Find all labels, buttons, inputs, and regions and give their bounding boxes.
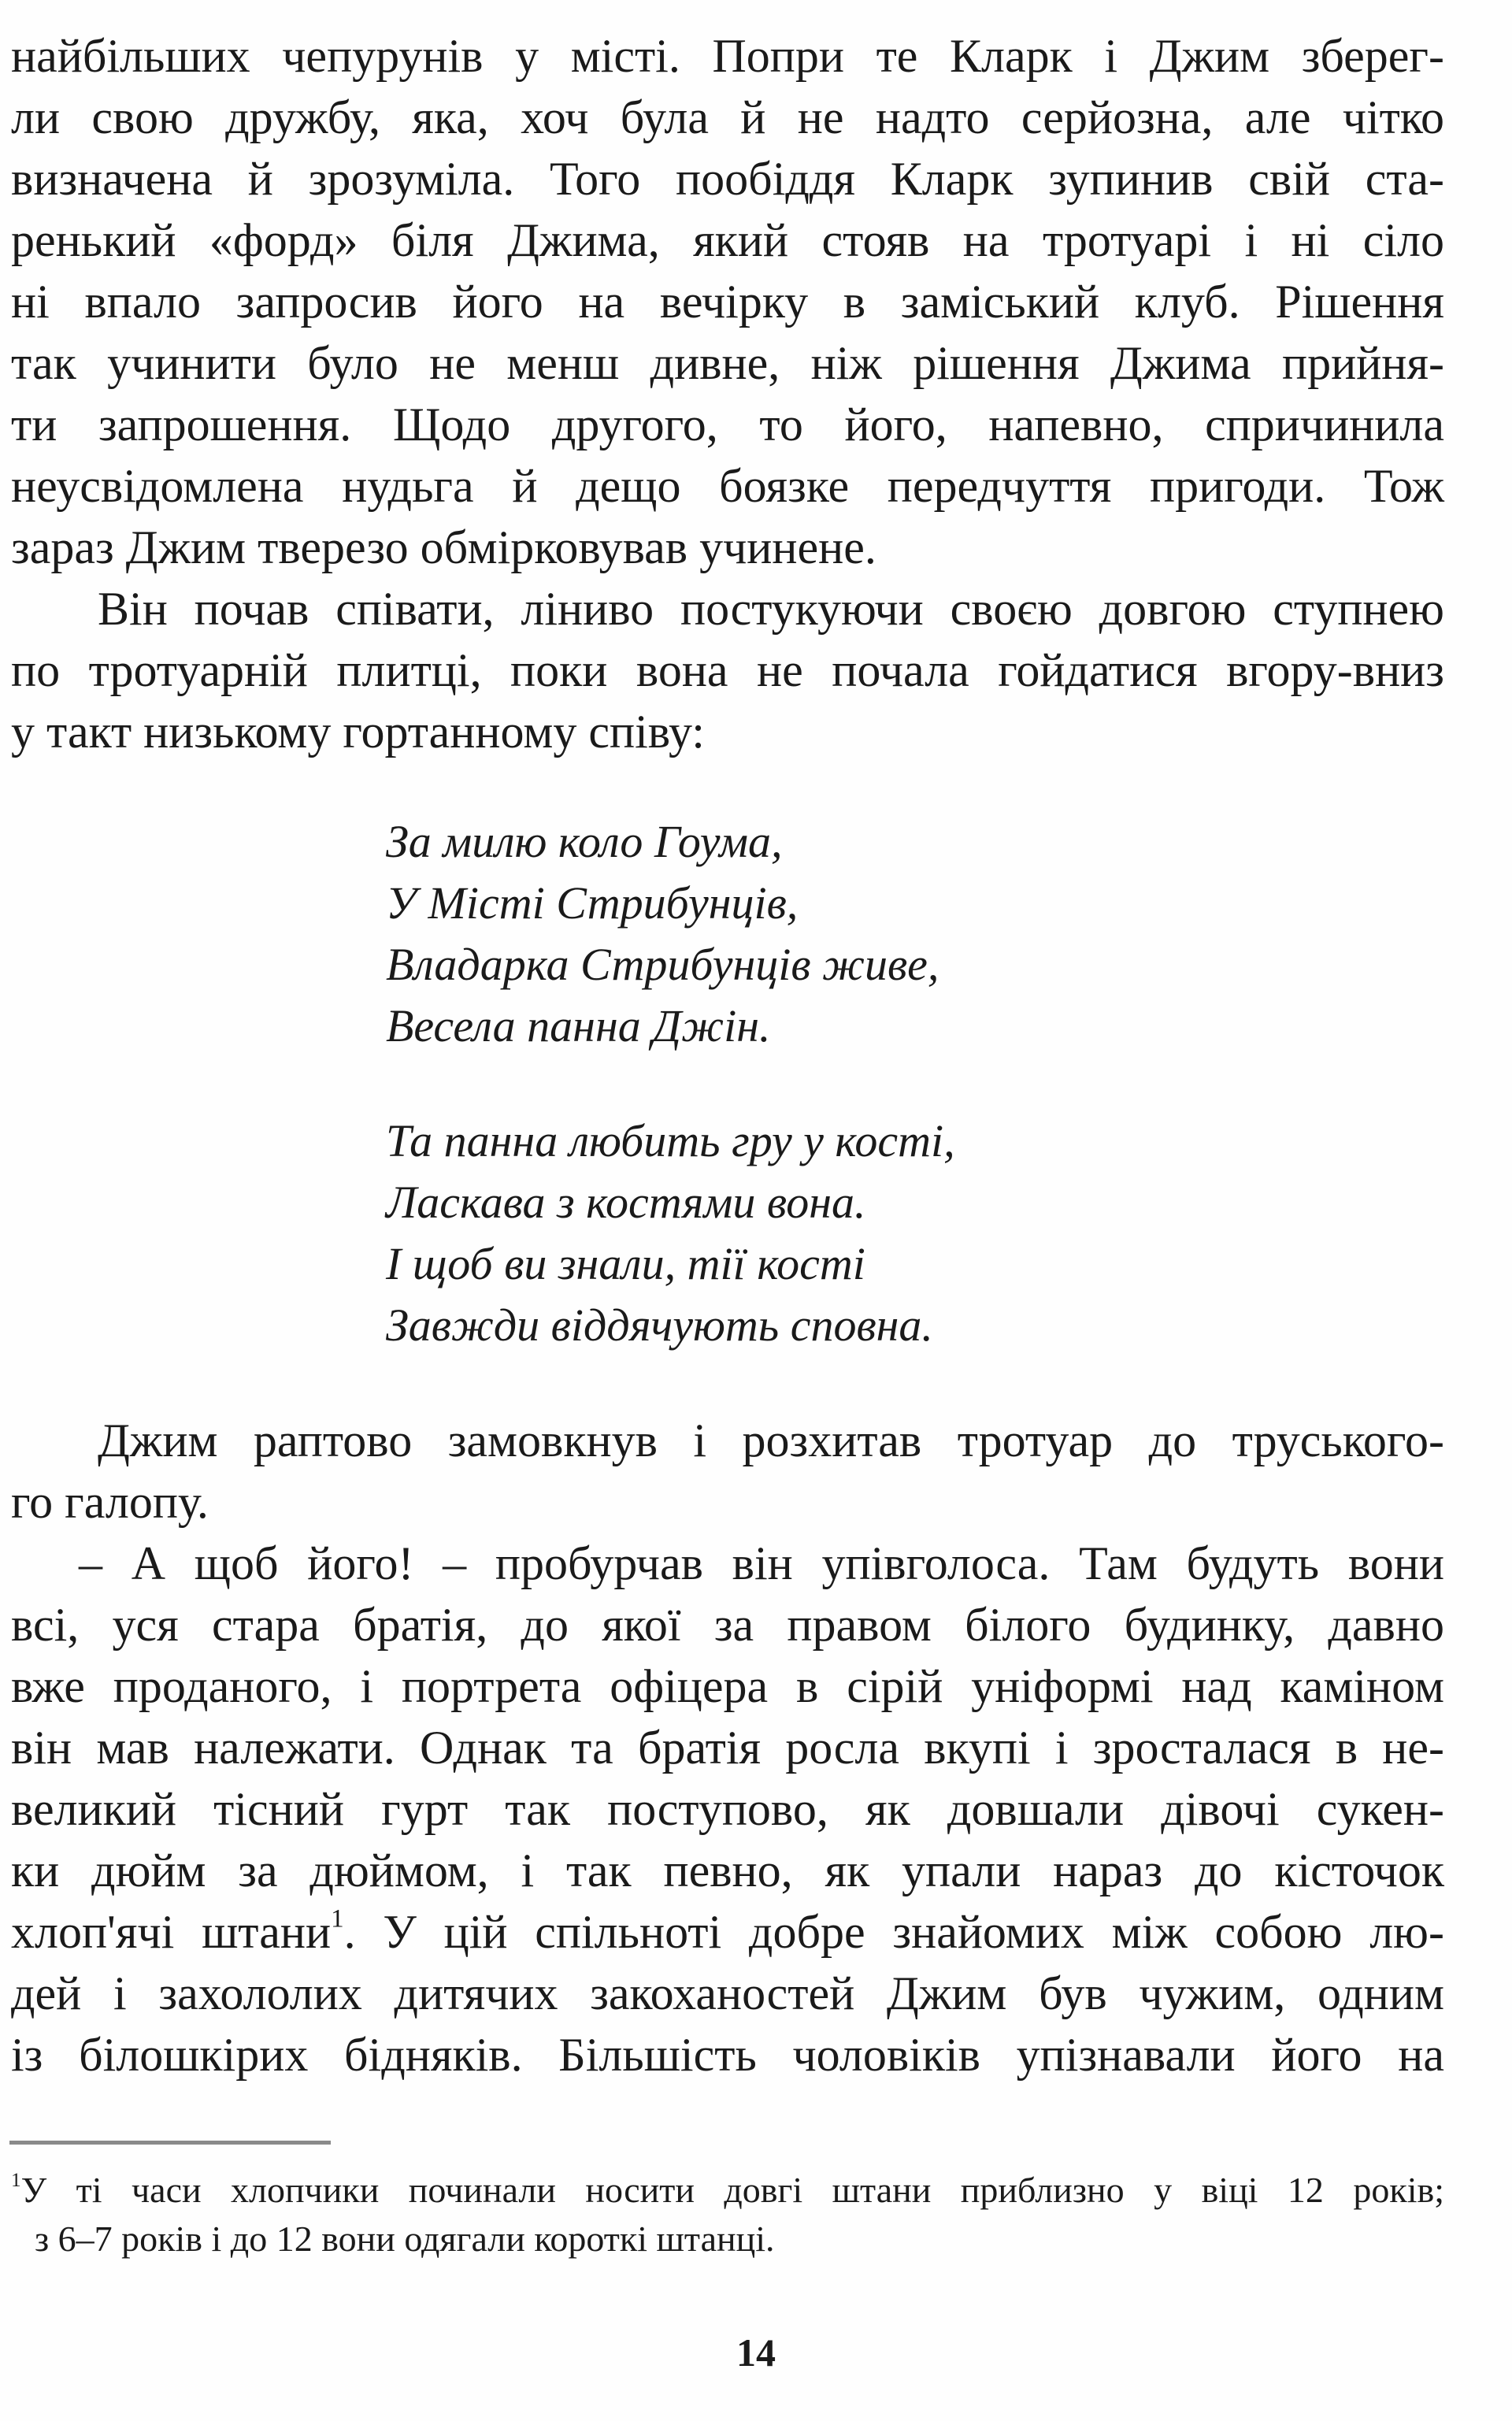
verse-line: Весела панна Джін. — [386, 1000, 771, 1051]
text-line: із білошкірих бідняків. Більшість чоловіків упізнавали його на — [11, 2029, 1444, 2081]
text-line: всі, уся стара братія, до якої за правом білого будинку, давно — [11, 1599, 1444, 1651]
text-line: го галопу. — [11, 1476, 209, 1528]
text-line: неусвідомлена нудьга й дещо боязке передчуття пригоди. Тож — [11, 460, 1444, 512]
text-fragment: . У цій спільноті добре знайомих між собою лю- — [343, 1906, 1444, 1958]
text-line: ки дюйм за дюймом, і так певно, як упали нараз до кісточок — [11, 1844, 1444, 1896]
verse-line: І щоб ви знали, тії кості — [386, 1238, 865, 1289]
text-line: у такт низькому гортанному співу: — [11, 706, 705, 758]
text-line: Джим раптово замовкнув і розхитав тротуар до труського- — [98, 1414, 1444, 1466]
text-line: дей і захололих дитячих закоханостей Джим був чужим, одним — [11, 1967, 1444, 2019]
footnote-line — [11, 2166, 1444, 2215]
text-line: так учинити було не менш дивне, ніж рішення Джима прийня- — [11, 337, 1444, 389]
page-number: 14 — [736, 2330, 776, 2375]
verse-line: Ласкава з костями вона. — [386, 1177, 866, 1228]
footnote-marker: 1 — [11, 2168, 21, 2191]
text-line: вже проданого, і портрета офіцера в сірій уніформі над каміном — [11, 1660, 1444, 1712]
verse-line: Завжди віддячують сповна. — [386, 1299, 933, 1351]
text-line: найбільших чепурунів у місті. Попри те Кларк і Джим зберег- — [11, 30, 1444, 82]
footnote-line: з 6–7 років і до 12 вони одягали короткі штанці. — [35, 2219, 775, 2259]
text-line: зараз Джим тверезо обмірковував учинене. — [11, 521, 876, 573]
verse-line: У Місті Стрибунців, — [386, 877, 799, 929]
text-line: визначена й зрозуміла. Того пообіддя Кларк зупинив свій ста- — [11, 153, 1444, 205]
text-line: великий тісний гурт так поступово, як довшали дівочі сукен- — [11, 1783, 1444, 1835]
text-line: Він почав співати, ліниво постукуючи своєю довгою ступнею — [98, 583, 1444, 635]
verse-line: Та панна любить гру у кості, — [386, 1115, 955, 1166]
text-line: по тротуарній плитці, поки вона не почала гойдатися вгору-вниз — [11, 644, 1444, 696]
text-line: ти запрошення. Щодо другого, то його, напевно, спричинила — [11, 399, 1444, 450]
verse-line: За милю коло Гоума, — [386, 816, 783, 867]
footnote-text: У ті часи хлопчики починали носити довгі штани приблизно у віці 12 років; — [20, 2170, 1444, 2210]
text-line: ренький «форд» біля Джима, який стояв на тротуарі і ні сіло — [11, 214, 1444, 266]
verse-line: Владарка Стрибунців живе, — [386, 939, 939, 990]
text-line: він мав належати. Однак та братія росла вкупі і зросталася в не- — [11, 1722, 1444, 1774]
text-line: – А щоб його! – пробурчав він упівголоса. Там будуть вони — [79, 1537, 1444, 1589]
text-fragment: хлоп'ячі штани — [11, 1906, 332, 1958]
footnote-reference[interactable]: 1 — [331, 1904, 344, 1933]
text-line-with-footnote — [11, 1901, 1444, 1963]
footnote-separator — [9, 2141, 331, 2145]
text-line: ні впало запросив його на вечірку в заміський клуб. Рішення — [11, 276, 1444, 328]
text-line: ли свою дружбу, яка, хоч була й не надто серйозна, але чітко — [11, 91, 1444, 143]
